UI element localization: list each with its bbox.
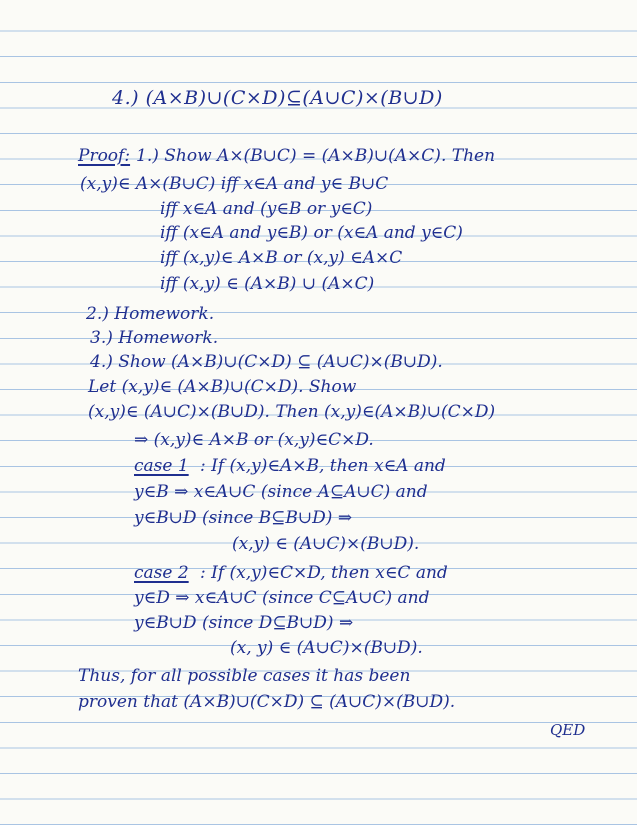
step1-line-5: iff (x,y) ∈ (A×B) ∪ (A×C): [160, 274, 375, 294]
step1-line-1: (x,y)∈ A×(B∪C) iff x∈A and y∈ B∪C: [80, 174, 389, 194]
step1-line-4: iff (x,y)∈ A×B or (x,y) ∈A×C: [160, 248, 403, 268]
step1-line-2: iff x∈A and (y∈B or y∈C): [160, 199, 373, 219]
proof-label: Proof:: [78, 146, 131, 166]
case2-label: case 2: [134, 563, 189, 583]
step1-intro: 1.) Show A×(B∪C) = (A×B)∪(A×C). Then: [136, 146, 496, 166]
problem-statement: 4.) (A×B)∪(C×D)⊆(A∪C)×(B∪D): [112, 87, 443, 109]
step4-line-3: ⇒ (x,y)∈ A×B or (x,y)∈C×D.: [134, 430, 374, 450]
step4-line-1: Let (x,y)∈ (A×B)∪(C×D). Show: [88, 377, 357, 397]
case1-label: case 1: [134, 456, 189, 476]
qed-mark: QED: [550, 721, 586, 739]
case1-line-3: y∈B∪D (since B⊆B∪D) ⇒: [134, 508, 353, 528]
case1-line-2: y∈B ⇒ x∈A∪C (since A⊆A∪C) and: [134, 482, 428, 502]
step4-line-2: (x,y)∈ (A∪C)×(B∪D). Then (x,y)∈(A×B)∪(C×D): [88, 402, 496, 422]
step3: 3.) Homework.: [90, 328, 219, 348]
step1-line-3: iff (x∈A and y∈B) or (x∈A and y∈C): [160, 223, 463, 243]
case1-line-1: : If (x,y)∈A×B, then x∈A and: [200, 456, 446, 476]
case2-line-4: (x, y) ∈ (A∪C)×(B∪D).: [230, 638, 423, 658]
case2-line-2: y∈D ⇒ x∈A∪C (since C⊆A∪C) and: [134, 588, 430, 608]
conclusion-line-1: Thus, for all possible cases it has been: [78, 666, 411, 686]
step2: 2.) Homework.: [86, 304, 215, 324]
case1-line-4: (x,y) ∈ (A∪C)×(B∪D).: [232, 534, 420, 554]
case2-line-1: : If (x,y)∈C×D, then x∈C and: [200, 563, 448, 583]
conclusion-line-2: proven that (A×B)∪(C×D) ⊆ (A∪C)×(B∪D).: [78, 692, 456, 712]
step4-intro: 4.) Show (A×B)∪(C×D) ⊆ (A∪C)×(B∪D).: [90, 352, 443, 372]
case2-line-3: y∈B∪D (since D⊆B∪D) ⇒: [134, 613, 354, 633]
